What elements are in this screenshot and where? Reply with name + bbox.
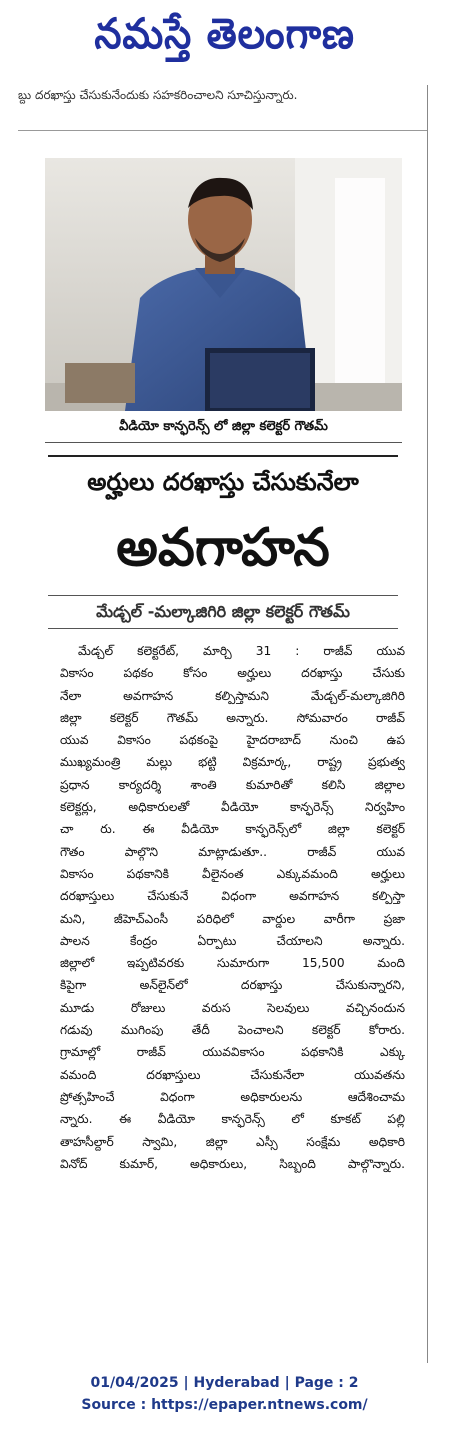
body-line: పాలన కేంద్రం ఏర్పాటు చేయాలని అన్నారు. xyxy=(60,933,405,948)
body-line: వికాసం పథకానికి వీలైనంత ఎక్కువమంది అర్హులు xyxy=(60,866,405,881)
body-line: ప్రధాన కార్యదర్శి శాంతి కుమారితో కలిసి జిల్లాల xyxy=(60,777,405,792)
body-line: వికాసం పథకం కోసం అర్హులు దరఖాస్తు చేసుకు xyxy=(60,666,405,681)
body-line: న్నారు. ఈ వీడియో కాన్ఫరెన్స్ లో కూకట్ పల్లి xyxy=(60,1112,405,1127)
person-at-desk-photo xyxy=(45,158,402,411)
column-rule xyxy=(427,85,428,1363)
body-line: నేలా అవగాహన కల్పిస్తామని మేడ్చల్-మల్కాజిగిరి xyxy=(60,688,405,703)
article-body xyxy=(60,640,405,1305)
previous-article-tail: బ్దు దరఖాస్తు చేసుకునేందుకు సహకరించాలని సూచిస్తున్నారు. xyxy=(18,88,298,102)
body-line: కిపైగా అన్‌లైన్‌లో దరఖాస్తు చేసుకున్నారని, xyxy=(60,978,405,993)
photo-caption: వీడియో కాన్ఫరెన్స్‌ లో జిల్లా కలెక్టర్ గౌతమ్ xyxy=(45,414,402,443)
body-line: తాహసీల్దార్ స్వామి, జిల్లా ఎస్సీ సంక్షేమ అధికారి xyxy=(60,1134,405,1149)
body-line: మేడ్చల్ కలెక్టరేట్, మార్చి 31 : రాజీవ్ యువ xyxy=(78,644,405,658)
body-line: మని, జీహెచ్ఎంసీ పరిధిలో వార్డుల వారీగా ప్రజా xyxy=(60,911,405,926)
headline-main: అవగాహన xyxy=(116,518,330,578)
body-line: చా రు. ఈ వీడియో కాన్ఫరెన్స్‌లో జిల్లా కలెక్టర్ xyxy=(60,822,405,837)
body-line: జిల్లాలో ఇప్పటివరకు సుమారుగా 15,500 మంది xyxy=(60,956,405,971)
masthead xyxy=(0,0,449,78)
body-line: యువ వికాసం పథకంపై హైదరాబాద్ నుంచి ఉప xyxy=(60,733,405,748)
subheadline: మేడ్చల్ -మల్కాజిగిరి జిల్లా కలెక్టర్ గౌతమ్ xyxy=(48,595,398,629)
section-divider xyxy=(18,130,428,131)
body-line: దరఖాస్తులు చేసుకునే విధంగా అవగాహన కల్పిస్తా xyxy=(60,889,405,904)
body-line: కలెక్టర్లు, అధికారులతో వీడియో కాన్ఫరెన్స్ నిర్వహిం xyxy=(60,800,405,815)
body-line: మూడు రోజులు వరుస సెలవులు వచ్చినందున xyxy=(60,1000,405,1015)
body-line: గడువు ముగింపు తేదీ పెంచాలని కలెక్టర్ కోరారు. xyxy=(60,1023,405,1038)
dateline: 01/04/2025 | Hyderabad | Page : 2 xyxy=(90,1375,359,1391)
body-line: ప్రోత్సహించే విధంగా అధికారులను ఆదేశించామ xyxy=(60,1089,405,1104)
body-line: వినోద్ కుమార్, అధికారులు, సిబ్బంది పాల్గొన్నారు. xyxy=(60,1156,405,1171)
body-line: గౌతం పాల్గొని మాట్లాడుతూ.. రాజీవ్ యువ xyxy=(60,844,405,859)
body-line: గ్రామాల్లో రాజీవ్ యువవికాసం పథకానికి ఎక్కు xyxy=(60,1045,405,1060)
newspaper-title: నమస్తే తెలంగాణ xyxy=(94,9,355,58)
headline-rule xyxy=(48,455,398,457)
page-footer xyxy=(0,1372,449,1432)
headline-kicker: అర్హులు దరఖాస్తు చేసుకునేలా xyxy=(87,468,359,496)
article-photo xyxy=(45,158,402,411)
body-line: ముఖ్యమంత్రి మల్లు భట్టి విక్రమార్క, రాష్ట్ర ప్రభుత్వ xyxy=(60,755,405,770)
body-line: వమంది దరఖాస్తులు చేసుకునేలా యువతను xyxy=(60,1067,405,1082)
source-link[interactable]: Source : https://epaper.ntnews.com/ xyxy=(81,1397,368,1413)
body-line: జిల్లా కలెక్టర్ గౌతమ్ అన్నారు. సోమవారం రాజీవ్ xyxy=(60,710,405,725)
